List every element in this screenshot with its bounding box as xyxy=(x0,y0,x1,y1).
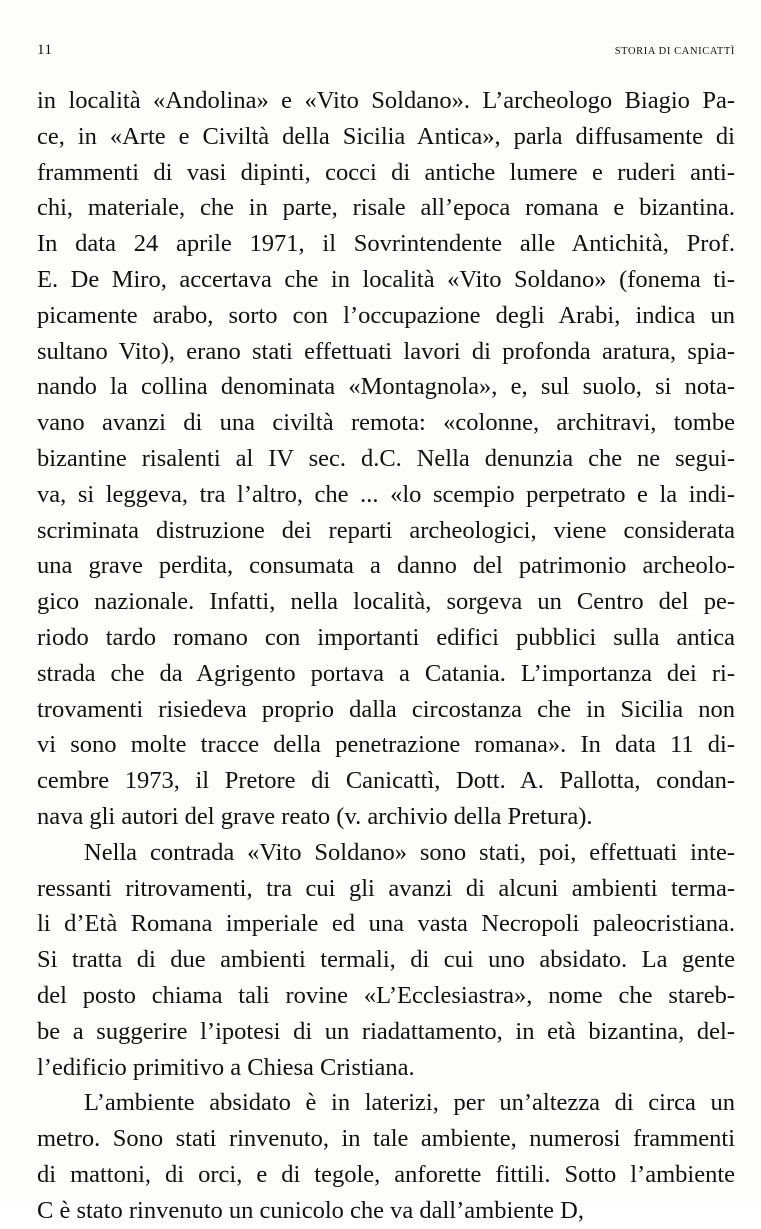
text-line: Si tratta di due ambienti termali, di cui uno absidato. La gente xyxy=(37,946,735,974)
paragraph xyxy=(37,1085,735,1228)
text-line: vano avanzi di una civiltà remota: «colonne, architravi, tombe xyxy=(37,409,735,437)
text-line: trovamenti risiedeva proprio dalla circostanza che in Sicilia non xyxy=(37,695,735,723)
text-line: una grave perdita, consumata a danno del patrimonio archeolo- xyxy=(37,552,735,580)
text-line: riodo tardo romano con importanti edifici pubblici sulla antica xyxy=(37,623,735,651)
text-line: sultano Vito), erano stati effettuati lavori di profonda aratura, spia- xyxy=(37,337,735,365)
text-line: l’edificio primitivo a Chiesa Cristiana. xyxy=(37,1053,415,1081)
text-line: C è stato rinvenuto un cunicolo che va dall’ambiente D, xyxy=(37,1196,585,1224)
text-line: bizantine risalenti al IV sec. d.C. Nella denunzia che ne segui- xyxy=(37,444,735,472)
paragraph xyxy=(37,835,735,1086)
text-line: picamente arabo, sorto con l’occupazione degli Arabi, indica un xyxy=(37,301,735,329)
text-line: chi, materiale, che in parte, risale all’epoca romana e bizantina. xyxy=(37,194,735,222)
text-line: metro. Sono stati rinvenuto, in tale ambiente, numerosi frammenti xyxy=(37,1125,735,1153)
paragraph xyxy=(37,83,735,835)
text-line: In data 24 aprile 1971, il Sovrintendente alle Antichità, Prof. xyxy=(37,230,735,258)
text-line: del posto chiama tali rovine «L’Ecclesiastra», nome che stareb- xyxy=(37,981,735,1009)
text-line: ressanti ritrovamenti, tra cui gli avanzi di alcuni ambienti terma- xyxy=(37,874,735,902)
text-line: scriminata distruzione dei reparti archeologici, viene considerata xyxy=(37,516,735,544)
text-line: vi sono molte tracce della penetrazione romana». In data 11 di- xyxy=(37,731,735,759)
text-line: gico nazionale. Infatti, nella località, sorgeva un Centro del pe- xyxy=(37,588,735,616)
text-line: strada che da Agrigento portava a Catania. L’importanza dei ri- xyxy=(37,659,735,687)
text-line: cembre 1973, il Pretore di Canicattì, Dott. A. Pallotta, condan- xyxy=(37,767,735,795)
page-number: 11 xyxy=(37,42,53,58)
text-line: Nella contrada «Vito Soldano» sono stati, poi, effettuati inte- xyxy=(84,838,735,866)
text-line: be a suggerire l’ipotesi di un riadattamento, in età bizantina, del- xyxy=(37,1017,735,1045)
text-line: L’ambiente absidato è in laterizi, per un’altezza di circa un xyxy=(84,1089,735,1117)
text-line: nando la collina denominata «Montagnola», e, sul suolo, si nota- xyxy=(37,373,735,401)
text-line: E. De Miro, accertava che in località «Vito Soldano» (fonema ti- xyxy=(37,265,735,293)
text-line: in località «Andolina» e «Vito Soldano». L’archeologo Biagio Pa- xyxy=(37,87,735,114)
running-head xyxy=(37,42,735,62)
body-text xyxy=(37,83,735,1229)
text-line: li d’Età Romana imperiale ed una vasta Necropoli paleocristiana. xyxy=(37,910,735,938)
text-line: ce, in «Arte e Civiltà della Sicilia Antica», parla diffusamente di xyxy=(37,122,735,150)
running-title: STORIA DI CANICATTÌ xyxy=(614,46,735,57)
text-line: nava gli autori del grave reato (v. archivio della Pretura). xyxy=(37,802,593,830)
text-line: di mattoni, di orci, e di tegole, anforette fittili. Sotto l’ambiente xyxy=(37,1160,735,1188)
text-line: va, si leggeva, tra l’altro, che ... «lo scempio perpetrato e la indi- xyxy=(37,480,735,508)
text-line: frammenti di vasi dipinti, cocci di antiche lumere e ruderi anti- xyxy=(37,158,735,186)
